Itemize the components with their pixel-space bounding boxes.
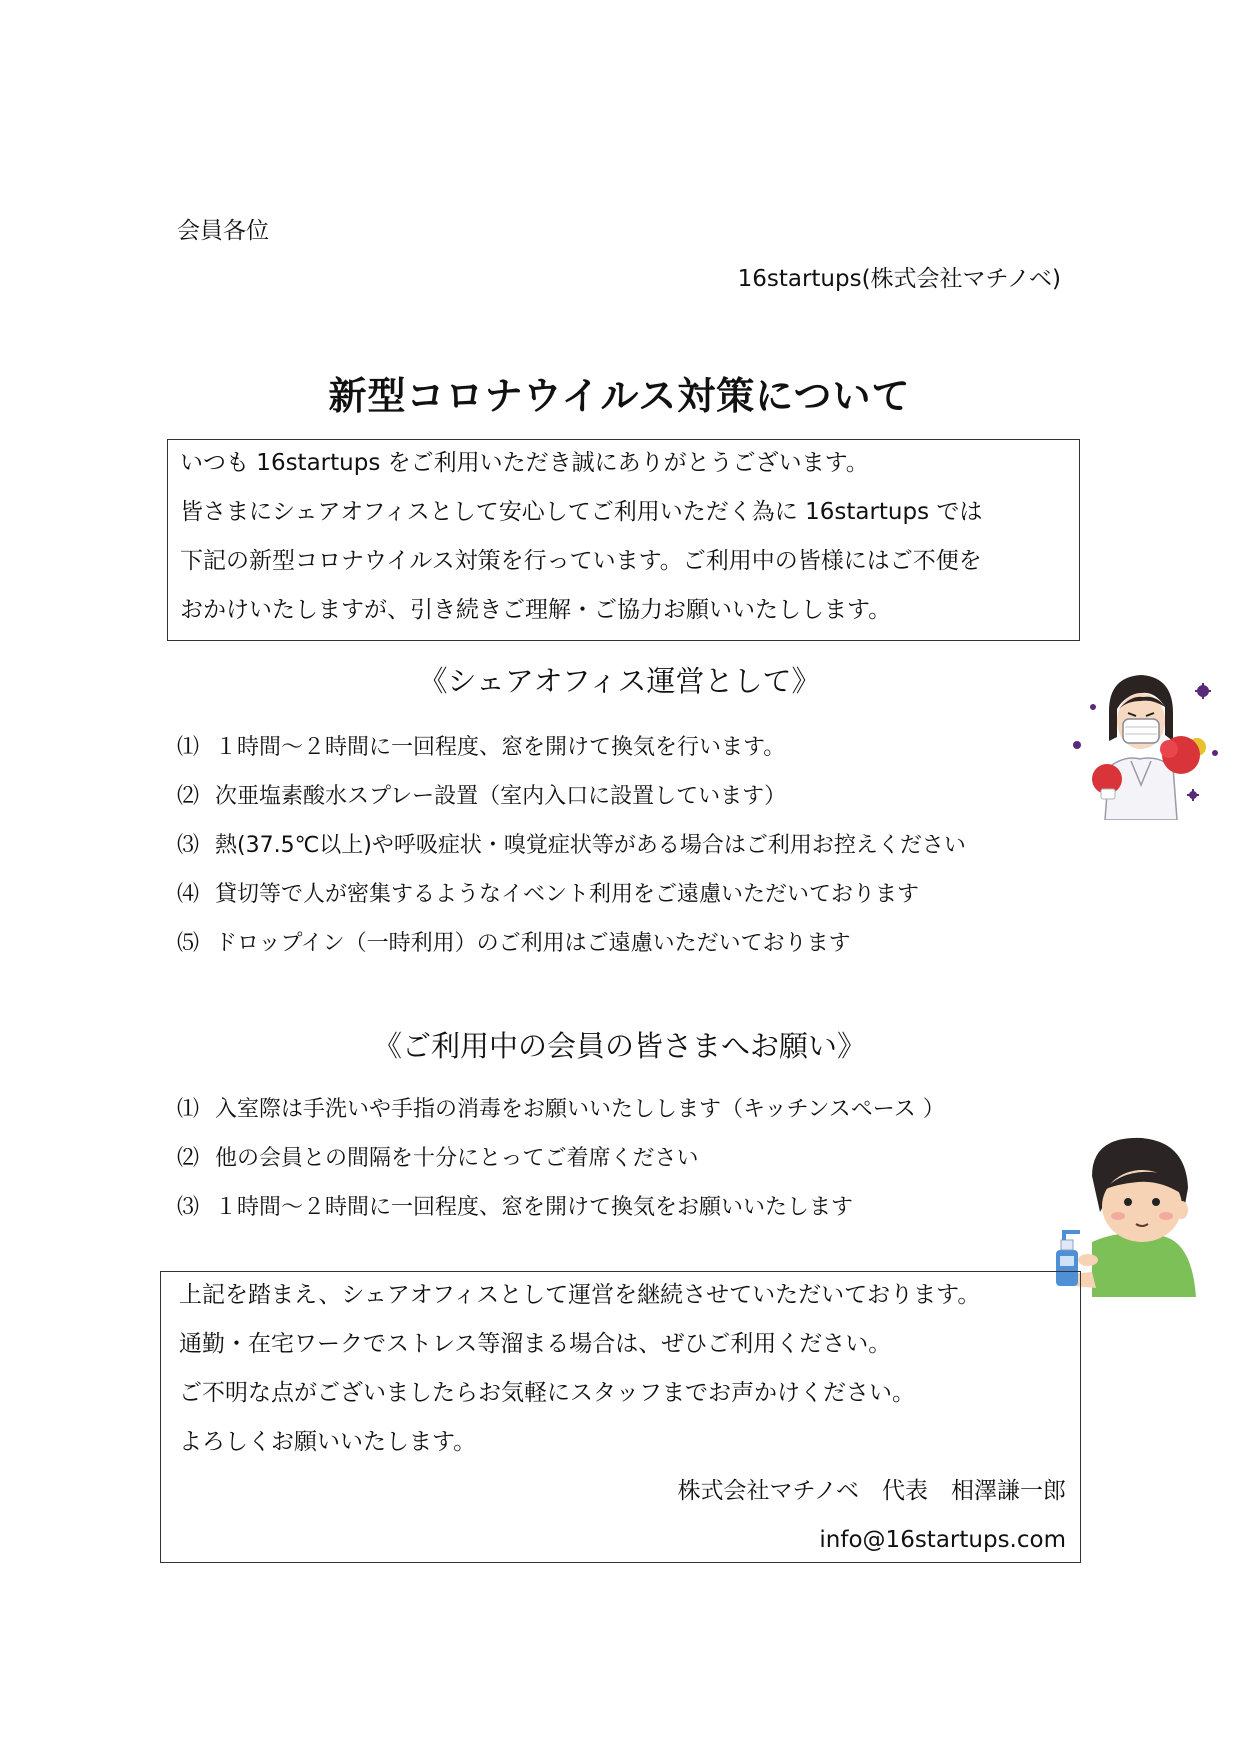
intro-line: 下記の新型コロナウイルス対策を行っています。ご利用中の皆様にはご不便を (180, 548, 982, 574)
addressee: 会員各位 (177, 218, 269, 244)
list-item (177, 831, 966, 861)
doctor-boxing-virus-illustration (1065, 655, 1230, 820)
page-title: 新型コロナウイルス対策について (328, 374, 911, 418)
intro-box (167, 439, 1080, 641)
list-number: ⑵ (177, 784, 200, 809)
closing-box (160, 1271, 1081, 1563)
list-number: ⑶ (177, 833, 200, 858)
list-number: ⑵ (177, 1146, 200, 1171)
list-text: １時間～２時間に一回程度、窓を開けて換気を行います。 (215, 735, 786, 760)
list-text: 熱(37.5℃以上)や呼吸症状・嗅覚症状等がある場合はご利用お控えください (215, 833, 966, 858)
closing-line: よろしくお願いいたします。 (179, 1429, 477, 1455)
intro-line: いつも 16startups をご利用いただき誠にありがとうございます。 (180, 450, 869, 476)
list-item (177, 782, 786, 812)
list-text: 入室際は手洗いや手指の消毒をお願いいたしします（キッチンスペース ） (215, 1097, 945, 1122)
closing-line: 通勤・在宅ワークでストレス等溜まる場合は、ぜひご利用ください。 (179, 1331, 892, 1357)
list-number: ⑴ (177, 1097, 200, 1122)
list-text: 貸切等で人が密集するようなイベント利用をご遠慮いただいております (215, 882, 920, 907)
list-text: １時間～２時間に一回程度、窓を開けて換気をお願いいたします (215, 1195, 854, 1220)
intro-line: おかけいたしますが、引き続きご理解・ご協力お願いいたしします。 (180, 597, 892, 623)
list-text: ドロップイン（一時利用）のご利用はご遠慮いただいております (215, 931, 851, 956)
section-heading-member-requests: 《ご利用中の会員の皆さまへお願い》 (372, 1029, 866, 1063)
list-item (177, 1144, 699, 1174)
signature: 株式会社マチノベ 代表 相澤謙一郎 (677, 1478, 1066, 1504)
list-item (177, 733, 785, 763)
list-item (177, 880, 919, 910)
contact-email: info@16startups.com (819, 1527, 1066, 1553)
list-number: ⑸ (177, 931, 200, 956)
list-text: 次亜塩素酸水スプレー設置（室内入口に設置しています） (215, 784, 787, 809)
list-item (177, 1095, 945, 1125)
section-heading-operations: 《シェアオフィス運営として》 (418, 664, 821, 698)
intro-line: 皆さまにシェアオフィスとして安心してご利用いただく為に 16startups では (180, 499, 983, 525)
closing-line: 上記を踏まえ、シェアオフィスとして運営を継続させていただいております。 (179, 1282, 981, 1308)
list-number: ⑷ (177, 882, 200, 907)
list-number: ⑴ (177, 735, 200, 760)
sender: 16startups(株式会社マチノベ) (737, 266, 1061, 292)
list-number: ⑶ (177, 1195, 200, 1220)
closing-line: ご不明な点がございましたらお気軽にスタッフまでお声かけください。 (179, 1380, 915, 1406)
list-text: 他の会員との間隔を十分にとってご着席ください (215, 1146, 699, 1171)
list-item (177, 1193, 853, 1223)
list-item (177, 929, 851, 959)
